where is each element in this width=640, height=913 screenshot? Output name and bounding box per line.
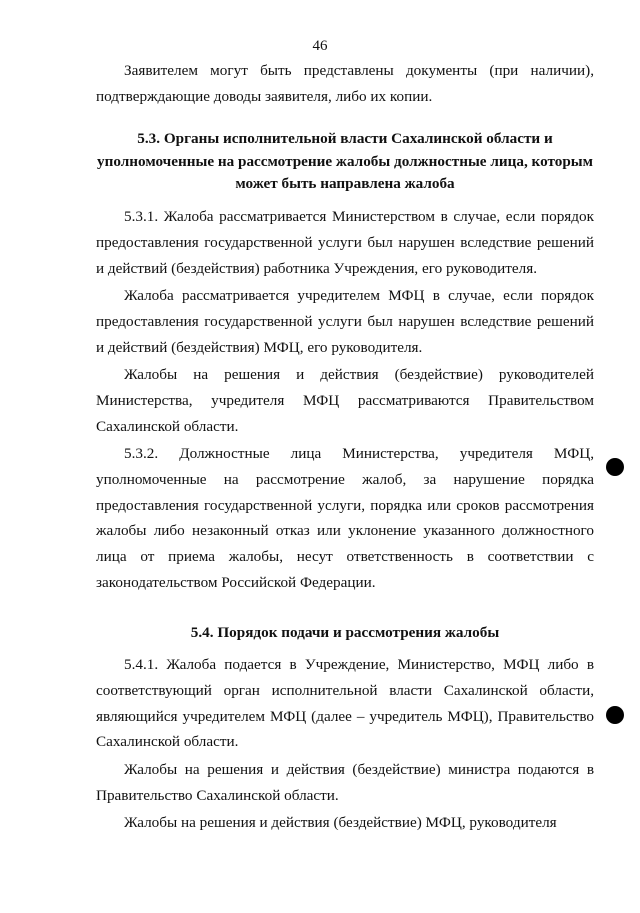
paragraph-government: Жалобы на решения и действия (бездействие) руководителей Министерства, учредителя МФЦ рассматриваются Правительством Сахалинской области. xyxy=(96,366,594,435)
paragraph-mfc-founder: Жалоба рассматривается учредителем МФЦ в случае, если порядок предоставления государственной услуги был нарушен вследствие решений и действий (бездействия) МФЦ, его руководителя. xyxy=(96,287,594,356)
section-heading-5-4: 5.4. Порядок подачи и рассмотрения жалобы xyxy=(190,624,500,641)
paragraph-minister-complaints: Жалобы на решения и действия (бездействие) министра подаются в Правительство Сахалинской области. xyxy=(96,761,594,804)
paragraph-5-4-1: 5.4.1. Жалоба подается в Учреждение, Министерство, МФЦ либо в соответствующий орган исполнительной власти Сахалинской области, являющийся учредителем МФЦ (далее – учредитель МФЦ), Правительство Сахалинской области. xyxy=(96,656,594,751)
paragraph-5-3-1: 5.3.1. Жалоба рассматривается Министерством в случае, если порядок предоставления государственной услуги был нарушен вследствие решений и действий (бездействия) работника Учреждения, его руководителя. xyxy=(96,208,594,277)
binding-hole-mark xyxy=(606,458,624,476)
paragraph-applicant-documents: Заявителем могут быть представлены документы (при наличии), подтверждающие доводы заявителя, либо их копии. xyxy=(96,62,594,105)
paragraph-5-3-2: 5.3.2. Должностные лица Министерства, учредителя МФЦ, уполномоченные на рассмотрение жалоб, за нарушение порядка предоставления государственной услуги, порядка или сроков рассмотрения жалобы либо незаконный отказ или уклонение указанного должностного лица от приема жалобы, несут ответственность в соответствии с законодательством Российской Федерации. xyxy=(96,445,594,591)
section-heading-5-3: 5.3. Органы исполнительной власти Сахалинской области и уполномоченные на рассмотрение жалобы должностные лица, которым может быть направлена жалоба xyxy=(97,130,593,192)
binding-hole-mark xyxy=(606,706,624,724)
paragraph-mfc-complaints: Жалобы на решения и действия (бездействие) МФЦ, руководителя xyxy=(124,814,557,831)
page-number: 46 xyxy=(312,38,328,54)
